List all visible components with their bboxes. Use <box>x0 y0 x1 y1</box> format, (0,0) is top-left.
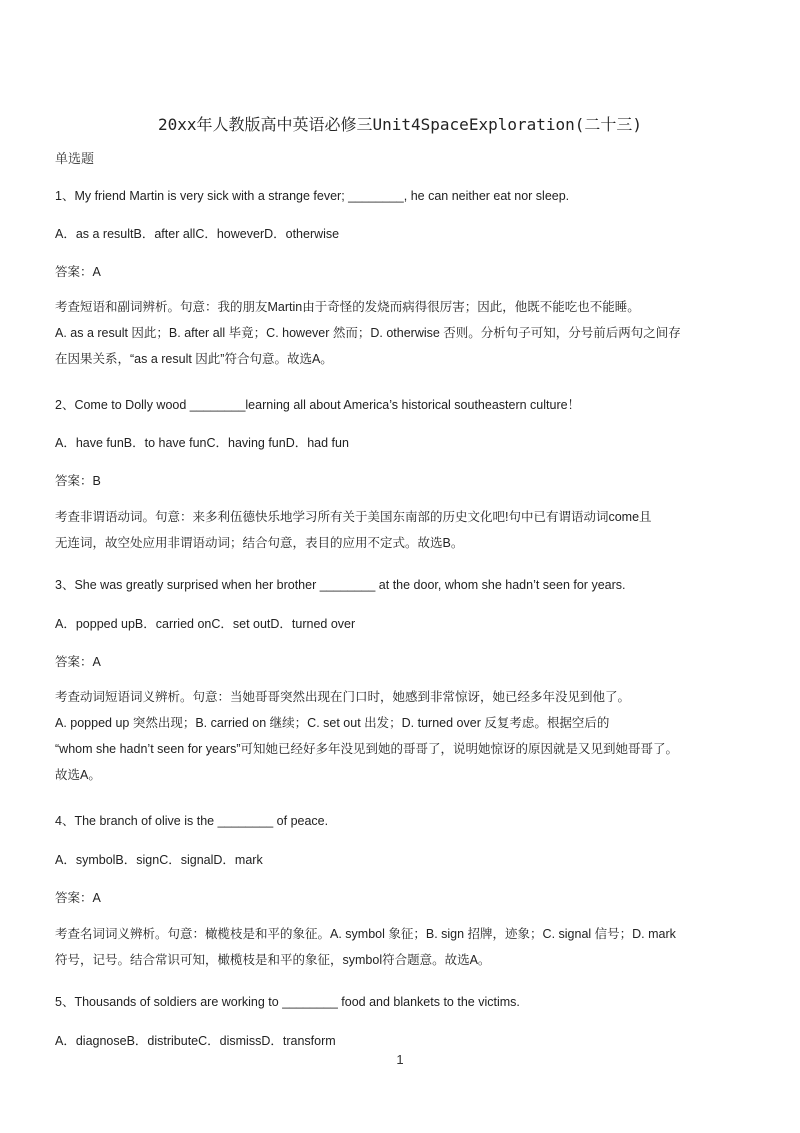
explanation-line: 考查名词词义辨析。句意：橄榄枝是和平的象征。A. symbol 象征；B. sign 招牌，迹象；C. signal 信号；D. mark <box>55 927 676 941</box>
explanation-line: 考查非谓语动词。句意：来多利伍德快乐地学习所有关于美国东南部的历史文化吧!句中已有谓语动词come且 <box>55 510 652 524</box>
question-1-answer: 答案：A <box>55 265 101 279</box>
question-3-answer: 答案：A <box>55 655 101 669</box>
question-3-options: A．popped upB．carried onC．set outD．turned over <box>55 617 356 631</box>
question-4-answer: 答案：A <box>55 891 101 905</box>
section-heading: 单选题 <box>55 151 95 166</box>
question-5-options: A．diagnoseB．distributeC．dismissD．transform <box>55 1034 336 1048</box>
explanation-line: 考查动词短语词义辨析。句意：当她哥哥突然出现在门口时，她感到非常惊讶，她已经多年没见到他了。 <box>55 690 631 704</box>
question-2-options: A．have funB．to have funC．having funD．had fun <box>55 436 349 450</box>
question-3-explanation <box>55 684 745 788</box>
explanation-line: A. as a result 因此；B. after all 毕竟；C. however 然而；D. otherwise 否则。分析句子可知，分号前后两句之间存 <box>55 326 681 340</box>
question-3-stem: 3、She was greatly surprised when her brother ________ at the door, whom she hadn’t seen for years. <box>55 578 626 592</box>
question-5-stem: 5、Thousands of soldiers are working to ________ food and blankets to the victims. <box>55 995 520 1009</box>
explanation-line: “whom she hadn’t seen for years”可知她已经好多年没见到她的哥哥了，说明她惊讶的原因就是又见到她哥哥了。 <box>55 742 679 756</box>
explanation-line: 无连词，故空处应用非谓语动词；结合句意，表目的应用不定式。故选B。 <box>55 536 464 550</box>
question-4-stem: 4、The branch of olive is the ________ of peace. <box>55 814 329 828</box>
explanation-line: A. popped up 突然出现；B. carried on 继续；C. set out 出发；D. turned over 反复考虑。根据空后的 <box>55 716 610 730</box>
document-title: 20xx年人教版高中英语必修三Unit4SpaceExploration(二十三) <box>157 115 643 134</box>
explanation-line: 故选A。 <box>55 768 101 782</box>
question-4-explanation <box>55 921 745 973</box>
question-1-explanation <box>55 294 745 372</box>
page-number: 1 <box>396 1052 404 1067</box>
question-2-answer: 答案：B <box>55 474 101 488</box>
question-2-stem: 2、Come to Dolly wood ________learning all about America’s historical southeastern culture！ <box>55 398 581 412</box>
explanation-line: 在因果关系，“as a result 因此”符合句意。故选A。 <box>55 352 333 366</box>
question-2-explanation <box>55 504 745 556</box>
explanation-line: 符号，记号。结合常识可知，橄榄枝是和平的象征，symbol符合题意。故选A。 <box>55 953 491 967</box>
question-1-options: A．as a resultB．after allC．howeverD．otherwise <box>55 227 340 241</box>
question-1-stem: 1、My friend Martin is very sick with a strange fever; ________, he can neither eat nor sleep. <box>55 189 570 203</box>
question-4-options: A．symbolB．signC．signalD．mark <box>55 853 263 867</box>
explanation-line: 考查短语和副词辨析。句意：我的朋友Martin由于奇怪的发烧而病得很厉害；因此，他既不能吃也不能睡。 <box>55 300 640 314</box>
